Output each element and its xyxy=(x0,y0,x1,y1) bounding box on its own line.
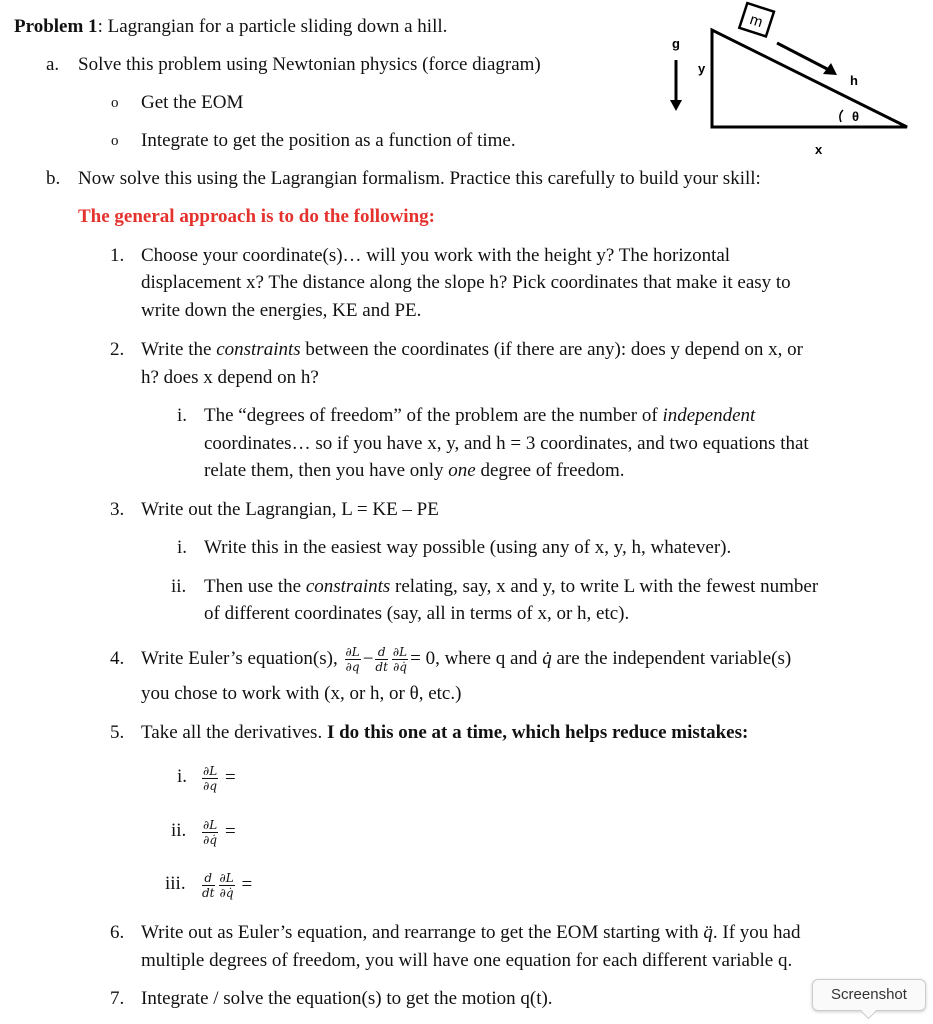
step-3ii-text: Then use the constraints relating, say, x and y, to write L with the fewest number xyxy=(204,576,819,597)
derivative-time: $\frac{d}{dt}$ $\frac{\partial L}{\partial q̇}$ = xyxy=(202,871,253,901)
step-6-text: multiple degrees of freedom, you will have one equation for each different variable q. xyxy=(141,950,793,971)
bullet-icon: o xyxy=(111,133,119,149)
theta-label: θ xyxy=(852,109,860,124)
step-1-text: Choose your coordinate(s)… will you work with the height y? The horizontal xyxy=(141,245,731,266)
step-number: 2. xyxy=(110,339,125,360)
step-5-text: Take all the derivatives. I do this one at a time, which helps reduce mistakes: xyxy=(141,722,749,743)
step-2i-text: relate them, then you have only one degree of freedom. xyxy=(204,460,625,481)
fraction: $\frac{\partial L}{\partial q}$ xyxy=(345,645,360,675)
incline-diagram xyxy=(640,0,933,160)
bullet-icon: o xyxy=(111,95,119,111)
derivative-dL-dq: $\frac{\partial L}{\partial q}$ = xyxy=(203,764,236,794)
incline-triangle xyxy=(712,30,907,127)
step-number: 5. xyxy=(110,722,125,743)
substep-number: i. xyxy=(177,766,188,787)
step-2i-text: coordinates… so if you have x, y, and h = 3 coordinates, and two equations that xyxy=(204,433,809,454)
substep-number: ii. xyxy=(171,576,187,597)
step-2-text: h? does x depend on h? xyxy=(141,367,319,388)
screenshot-button[interactable]: Screenshot xyxy=(812,979,926,1011)
step-number: 7. xyxy=(110,988,125,1009)
step-7-text: Integrate / solve the equation(s) to get the motion q(t). xyxy=(141,988,553,1009)
x-label: x xyxy=(815,142,823,157)
step-2-text: Write the constraints between the coordinates (if there are any): does y depend on x, or xyxy=(141,339,803,360)
part-a-text: Solve this problem using Newtonian physics (force diagram) xyxy=(78,54,541,75)
step-3ii-text: of different coordinates (say, all in terms of x, or h, etc). xyxy=(204,603,630,624)
substep-number: i. xyxy=(177,537,188,558)
part-a-sub-1: Get the EOM xyxy=(141,92,244,113)
step-number: 3. xyxy=(110,499,125,520)
mass-block xyxy=(739,3,774,36)
part-b-text: Now solve this using the Lagrangian formalism. Practice this carefully to build your skill: xyxy=(78,168,761,189)
step-number: 1. xyxy=(110,245,125,266)
step-1-text: displacement x? The distance along the slope h? Pick coordinates that make it easy to xyxy=(141,272,791,293)
step-3i-text: Write this in the easiest way possible (using any of x, y, h, whatever). xyxy=(204,537,732,558)
part-b-marker: b. xyxy=(46,168,61,189)
g-label: g xyxy=(672,36,680,51)
problem-title xyxy=(14,16,447,38)
step-6-text: Write out as Euler’s equation, and rearrange to get the EOM starting with q̈. If you had xyxy=(141,922,801,943)
part-a-marker: a. xyxy=(46,54,60,75)
substep-number: iii. xyxy=(165,873,186,894)
euler-equation-line: Write Euler’s equation(s), $\frac{\partial L}{\partial q}$ − $\frac{d}{dt}$ $\frac{\partial L}{\partial q̇}$ = 0, where q and q̇ are the independent variable(s) xyxy=(141,645,792,675)
step-4-text: you chose to work with (x, or h, or θ, etc.) xyxy=(141,683,462,704)
part-a-sub-2: Integrate to get the position as a function of time. xyxy=(141,130,516,151)
h-label: h xyxy=(850,73,858,88)
title-bold: Problem 1 xyxy=(14,16,98,37)
step-number: 4. xyxy=(110,648,125,669)
mass-label: m xyxy=(747,11,765,32)
step-1-text: write down the energies, KE and PE. xyxy=(141,300,422,321)
approach-heading: The general approach is to do the following: xyxy=(78,206,435,227)
step-2i-text: The “degrees of freedom” of the problem are the number of independent xyxy=(204,405,756,426)
substep-number: ii. xyxy=(171,820,187,841)
y-label: y xyxy=(698,61,706,76)
step-3-text: Write out the Lagrangian, L = KE – PE xyxy=(141,499,439,520)
derivative-dL-dqdot: $\frac{\partial L}{\partial q̇}$ = xyxy=(203,818,236,848)
step-number: 6. xyxy=(110,922,125,943)
substep-number: i. xyxy=(177,405,188,426)
title-text: : Lagrangian for a particle sliding down a hill. xyxy=(97,16,448,37)
